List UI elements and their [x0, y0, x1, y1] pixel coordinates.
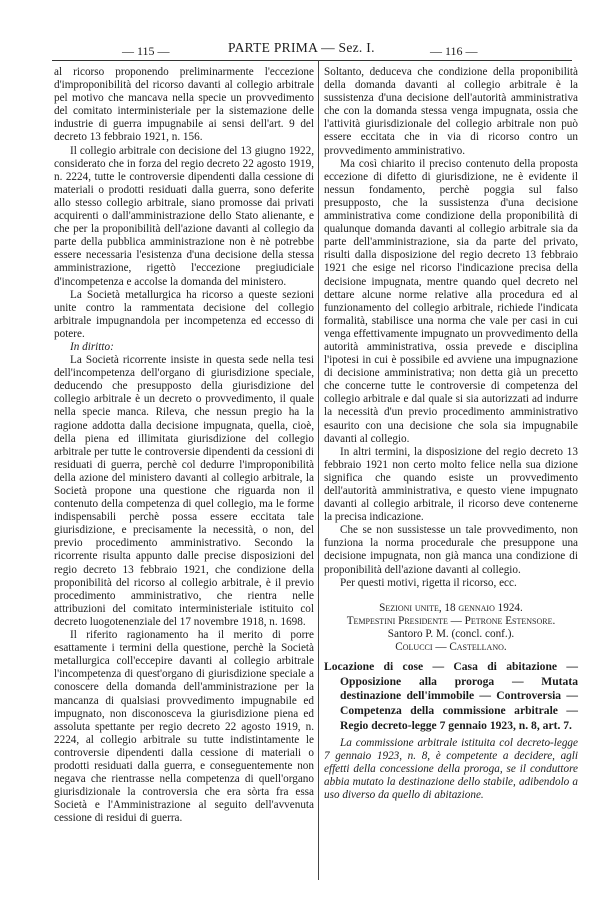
paragraph: Il collegio arbitrale con decisione del 13 giugno 1922, considerato che in forza del regio decreto 22 agosto 1919, n. 2224, tutte le controversie dipendenti dalla cessione di materiali o prodotti residuati dalla guerra, sono deferite allo stesso collegio arbitrale, siano promosse dai privati acquirenti o dall'amministrazione dello Stato alienante, e che per la proponibilità dell'azione davanti al collegio da parte della pubblica amministrazione non è nè potrebbe essere necessaria l'esistenza d'una decisione della stessa amministrazione, rigettò l'eccezione pregiudiciale d'incompetenza e accolse la domanda del ministero.	[54, 144, 314, 288]
court-date: Sezioni unite, 18 gennaio 1924.	[379, 601, 523, 614]
page-number-right: — 116 —	[430, 44, 478, 58]
page-number-left: — 115 —	[122, 44, 170, 58]
running-title: PARTE PRIMA — Sez. I.	[228, 40, 375, 55]
parties-line: Colucci — Castellano.	[395, 641, 507, 654]
section-label	[54, 341, 314, 354]
in-diritto-label: In diritto:	[70, 340, 114, 353]
paragraph: al ricorso proponendo preliminarmente l'eccezione d'improponibilità del ricorso davanti al collegio arbitrale pel motivo che mancava nella specie un provvedimento del comitato interministeriale per la sistemazione delle industrie di guerra impugnabile ai sensi dell'art. 9 del decreto 13 febbraio 1921, n. 156.	[54, 66, 314, 144]
headnote: Locazione di cose — Casa di abitazione — Opposizione alla proroga — Mutata destinazione dell'immobile — Controversia — Competenza della commissione arbitrale — Regio decreto-legge 7 gennaio 1923, n. 8, art. 7.	[324, 660, 578, 732]
paragraph: Soltanto, deduceva che condizione della proponibilità della domanda davanti al collegio arbitrale è la sussistenza d'una decisione dell'autorità amministrativa che con la domanda stessa venga impugnata, ossia che l'attività giurisdizionale del collegio arbitrale non può essere eccitata che in via di ricorso contro un provvedimento amministrativo.	[324, 66, 578, 157]
paragraph: Il riferito ragionamento ha il merito di porre esattamente i termini della questione, perchè la Società metallurgica coll'eccepire davanti al collegio arbitrale l'incompetenza di quest'organo di giurisdizione speciale a conoscere della domanda dell'amministrazione per la mancanza di qualsiasi provvedimento impugnabile ed impugnato, non disconosceva la giurisdizione piena ed assoluta spettante per regio decreto 22 agosto 1919, n. 2224, al collegio arbitrale su tutte indistintamente le controversie dipendenti dalla cessione di materiali o prodotti residuati dalla guerra, e conseguentemente non negava che rientrasse nella competenza di quell'organo giurisdizionale la controversia che era sòrta fra essa Società e l'Amministrazione al seguito dell'avvenuta cessione di residui di guerra.	[54, 629, 314, 825]
page-header	[0, 40, 606, 58]
paragraph: Che se non sussistesse un tale provvedimento, non funziona la norma procedurale che presuppone una decisione impugnata, non già manca una condizione di proponibilità dell'azione davanti al collegio.	[324, 524, 578, 576]
left-column	[54, 66, 314, 825]
judges-line: Tempestini Presidente — Petrone Estensore.	[346, 614, 556, 627]
paragraph: La Società ricorrente insiste in questa sede nella tesi dell'incompetenza dell'organo di giurisdizione speciale, deducendo che presupposto della giurisdizione del collegio arbitrale è un decreto o provvedimento, il quale nella specie manca. Rileva, che nessun pregio ha la ragione addotta dalla decisione impugnata, quella, cioè, della piena ed illimitata giurisdizione del collegio arbitrale per tutte le controversie dipendenti da cessioni di residuati di guerra, perchè col dedurre l'improponibilità della azione del ministero davanti al collegio arbitrale, la Società propone una questione che riguarda non il contenuto della competenza di quel collegio, ma le forme indispensabili perchè possa essere eccitata tale giurisdizione, e precisamente la necessità, o non, del previo procedimento amministrativo. Secondo la ricorrente risulta appunto dalle precise disposizioni del regio decreto 13 febbraio 1921, che condizione della proponibilità del ricorso al collegio arbitrale, è il previo procedimento amministrativo, che rientra nelle attribuzioni del comitato interministeriale istituito col decreto luogotenenziale del 17 novembre 1918, n. 1698.	[54, 354, 314, 628]
prosecutor-line: Santoro P. M. (concl. conf.).	[387, 627, 515, 640]
maxim: La commissione arbitrale istituita col decreto-legge 7 gennaio 1923, n. 8, è competente a decidere, agli effetti della concessione della proroga, se il conduttore abbia mutato la destinazione dello stabile, adibendolo a uso diverso da quello di abitazione.	[324, 737, 578, 802]
paragraph: La Società metallurgica ha ricorso a queste sezioni unite contro la rammentata decisione del collegio arbitrale impugnandola per incompetenza ed eccesso di potere.	[54, 288, 314, 340]
paragraph: In altri termini, la disposizione del regio decreto 13 febbraio 1921 non certo molto felice nella sua dizione significa che quando esiste un provvedimento dell'autorità amministrativa, e questo viene impugnato davanti al collegio arbitrale, il ricorso deve contenerne la precisa indicazione.	[324, 445, 578, 524]
paragraph: Per questi motivi, rigetta il ricorso, ecc.	[340, 576, 517, 589]
column-divider	[318, 60, 319, 880]
paragraph: Ma così chiarito il preciso contenuto della proposta eccezione di difetto di giurisdizione, ne è evidente il nessun fondamento, perchè poggia sul falso presupposto, che la sussistenza d'una decisione amministrativa come condizione della proponibilità di qualunque domanda davanti al collegio arbitrale sia da parte dell'amministrazione, sia da parte del privato, risulti dalla disposizione del regio decreto 13 febbraio 1921 che esige nel ricorso l'indicazione precisa della decisione impugnata, mentre quando quel decreto nel dettare alcune norme relative alla procedura ed al funzionamento del collegio arbitrale, richiede l'indicata formalità, stabilisce una norma che vale per casi in cui venga effettivamente impugnato un provvedimento della autorità amministrativa, ossia prevede e disciplina l'ipotesi in cui è possibile ed avviene una impugnazione di decisione amministrativa; non detta già un precetto che concerne tutte le controversie di competenza del collegio arbitrale e dal quale si sia autorizzati ad indurre la necessità d'un previo procedimento amministrativo esaurito con una decisione che sola sia impugnabile davanti al collegio.	[324, 157, 578, 445]
right-column	[324, 66, 578, 803]
header-rule	[52, 60, 572, 61]
